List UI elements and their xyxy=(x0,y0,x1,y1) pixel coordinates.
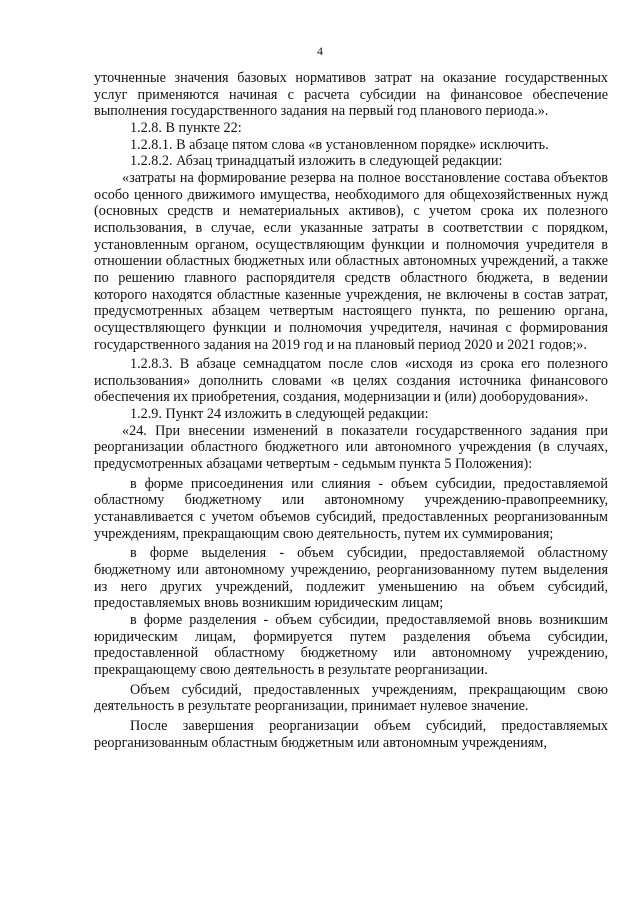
paragraph-form-merge: в форме присоединения или слияния - объем субсидии, предоставляемой областному бюджетному или автономному учреждению-правопреемнику, устанавливается с учетом объемов субсидий, предоставленных реорганизованным учреждениям, прекращающим свою деятельность, путем их суммирования; xyxy=(94,475,608,542)
quoted-paragraph-24: «24. При внесении изменений в показатели государственного задания при реорганизации областного бюджетного или автономного учреждения (в случаях, предусмотренных абзацами четвертым - седьмым пункта 5 Положения): xyxy=(94,422,608,473)
paragraph-form-division: в форме разделения - объем субсидии, предоставляемой вновь возникшим юридическим лицам, формируется путем разделения объема субсидии, предоставленной областному бюджетному или автономному учреждению, прекращающему свою деятельность в результате реорганизации. xyxy=(94,612,608,678)
paragraph-1-2-8: 1.2.8. В пункте 22: xyxy=(130,119,242,136)
paragraph-1-2-8-1: 1.2.8.1. В абзаце пятом слова «в установленном порядке» исключить. xyxy=(130,136,549,153)
document-body xyxy=(94,70,608,751)
paragraph-after-completion: После завершения реорганизации объем субсидий, предоставляемых реорганизованным областным бюджетным или автономным учреждениям, xyxy=(94,717,608,751)
paragraph-zero-value: Объем субсидий, предоставленных учреждениям, прекращающим свою деятельность в результате реорганизации, принимает нулевое значение. xyxy=(94,681,608,715)
page-number: 4 xyxy=(317,44,323,58)
paragraph-1-2-8-3: 1.2.8.3. В абзаце семнадцатом после слов «исходя из срока его полезного использования» дополнить словами «в целях создания источника финансового обеспечения их приобретения, создания, модернизации и (или) дооборудования». xyxy=(94,356,608,406)
quoted-paragraph-zatraty: «затраты на формирование резерва на полное восстановление состава объектов особо ценного движимого имущества, необходимого для общехозяйственных нужд (основных средств и нематериальных активов), с учетом срока их полезного использования, в случае, если указанные затраты в соответствии с порядком, установленным органом, осуществляющим функции и полномочия учредителя в отношении областных бюджетных или областных автономных учреждений, а также по решению главного распорядителя средств областного бюджета, в ведении которого находятся областные казенные учреждения, не включены в состав затрат, предусмотренных абзацем четвертым настоящего пункта, по решению органа, осуществляющего функции и полномочия учредителя, начиная с формирования государственного задания на 2019 год и на плановый период 2020 и 2021 годов;». xyxy=(94,169,608,353)
paragraph-1-2-8-2: 1.2.8.2. Абзац тринадцатый изложить в следующей редакции: xyxy=(130,153,503,170)
paragraph-form-separation: в форме выделения - объем субсидии, предоставляемой областному бюджетному или автономному учреждению, реорганизованному путем выделения из него других учреждений, подлежит уменьшению на объем субсидий, предоставляемых вновь возникшим юридическим лицам; xyxy=(94,545,608,612)
paragraph-continuation: уточненные значения базовых нормативов затрат на оказание государственных услуг применяются начиная с расчета субсидии на финансовое обеспечение выполнения государственного задания на первый год планового периода.». xyxy=(94,70,608,120)
paragraph-1-2-9: 1.2.9. Пункт 24 изложить в следующей редакции: xyxy=(130,406,429,423)
